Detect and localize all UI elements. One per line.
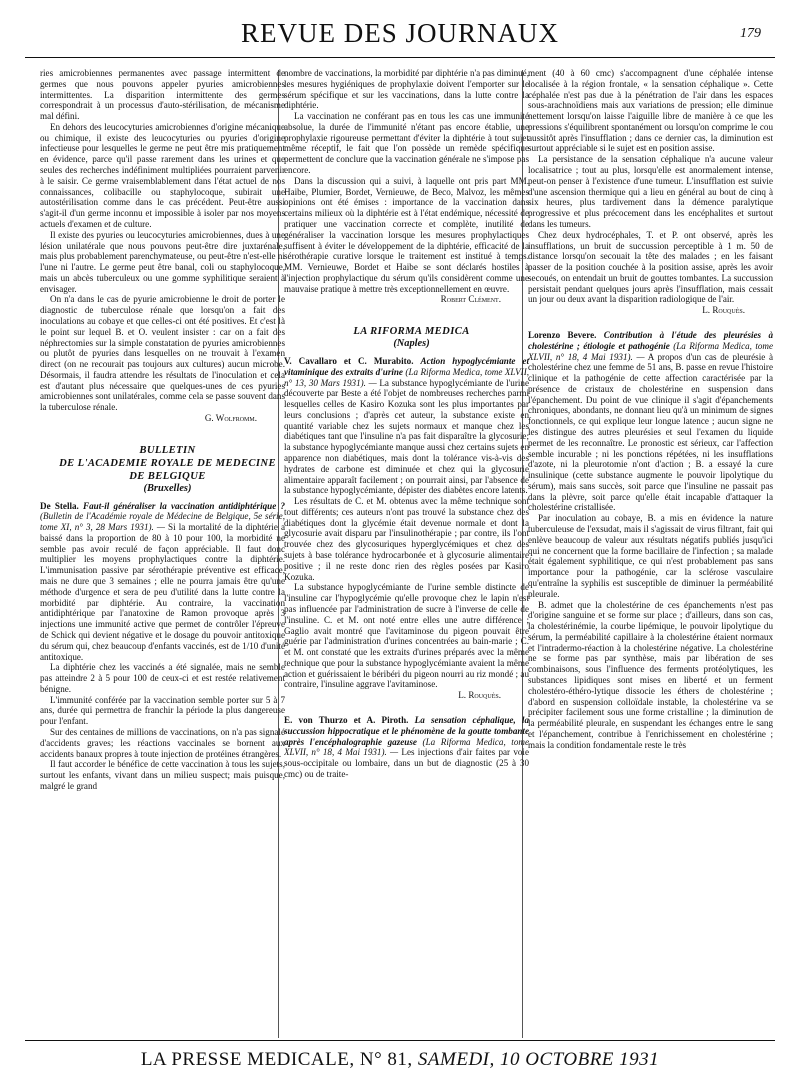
page-number: 179	[740, 26, 761, 41]
article-text: Les injections d'air faites par voie sous-occipitale ou lombaire, dans un but de diagnostic (25 à 30 cmc) ou de traite-	[284, 747, 529, 779]
paragraph: La substance hypoglycémiante de l'urine semble distincte de l'insuline car l'hypoglycémie qu'elle provoque chez le lapin n'est pas influencée par l'administration de sucre à l'inverse de celle de l'insuline. C. et M. ont noté entre elles une autre différence ; Gaglio avait montré que l'avitaminose du pigeon pouvait être guérie par l'administration d'urines concentrées au bain-marie ; C. et M. ont constaté que les extraits d'urines préparés avec la même technique que pour la substance hypoglycémiante avaient la même action et guérissaient le béribéri du pigeon nourri au riz mondé ; au contraire, l'insuline aggrave l'avitaminose.	[284, 582, 529, 690]
page-header	[25, 0, 775, 55]
paragraph: nombre de vaccinations, la morbidité par diphtérie n'a pas diminué, les mesures hygiéniques de prophylaxie doivent l'emporter sur le sérum spécifique et sur les vaccinations, dans la lutte contre la diphtérie.	[284, 68, 529, 111]
page-footer	[25, 1040, 775, 1071]
header-rule	[25, 57, 775, 58]
author-signature: G. Wolfromm.	[204, 413, 257, 423]
footer-date: SAMEDI, 10 OCTOBRE 1931	[417, 1049, 660, 1070]
journal-title: REVUE DES JOURNAUX	[240, 18, 559, 48]
article-reference: (La Riforma Medica, tome XLVII, n° 13, 30 Mars 1931). —	[284, 366, 529, 388]
section-heading: BULLETIN	[139, 444, 196, 456]
paragraph: ment (40 à 60 cmc) s'accompagnent d'une céphalée intense localisée à la région frontale, « la sensation céphalique ». Cette céphalée n'est pas due à la pénétration de l'air dans les espaces sous-arachnoïdiens mais aux variations de pression; elle diminue nettement lorsqu'on laisse l'aiguille libre de manière à ce que les pressions s'équilibrent spontanément ou lorsqu'on comprime le cou aussitôt après l'insufflation ; dans ce dernier cas, la diminution est surtout appréciable si le sujet est en position assise.	[528, 68, 773, 154]
footer-line	[25, 1049, 775, 1071]
paragraph: Sur des centaines de millions de vaccinations, on n'a pas signalé d'accidents graves; les réactions vaccinales se bornent aux accidents banaux propres à toute injection de protéines étrangères.	[40, 726, 285, 759]
article-paragraph	[284, 715, 529, 780]
paragraph: La diphtérie chez les vaccinés a été signalée, mais ne semble pas atteindre 2 à 5 pour 100 de ceux-ci et est restée relativement bénigne.	[40, 662, 285, 694]
footer-rule	[25, 1040, 775, 1041]
footer-issue-number: N° 81,	[359, 1049, 413, 1070]
footer-journal: LA PRESSE MEDICALE,	[140, 1049, 355, 1070]
article-paragraph	[528, 330, 773, 513]
article-title: Contribution à l'étude des pleurésies à cholestérine ; étiologie et pathogénie	[528, 329, 773, 351]
section-heading: LA RIFORMA MEDICA	[353, 326, 470, 338]
article-title: Action hypoglycémiante et vitaminique des extraits d'urine	[284, 355, 529, 377]
paragraph: La persistance de la sensation céphalique n'a aucune valeur localisatrice ; tout au plus, lorsqu'elle est anormalement intense, peut-on penser à l'existence d'une tumeur. L'insufflation est suivie d'une ascension thermique qui a lieu en général au bout de cinq à six heures, plus tardivement dans la démence paralytique progressive et plus précocement dans les encéphalites et surtout dans les tumeurs.	[528, 154, 773, 229]
article-reference: (La Riforma Medica, tome XLVII, n° 18, 4 Mai 1931). —	[284, 736, 529, 758]
article-author: V. Cavallaro et C. Murabito.	[284, 355, 414, 366]
paragraph: Il existe des pyuries ou leucocyturies amicrobiennes, dues à une lésion unilatérale que nous pouvons peut-être dire juxtarénale, mais plus probablement parenchymateuse, ou peut-être n'est-elle ni l'une ni l'autre. Le germe peut être banal, coli ou staphylocoque, mais un abcès tuberculeux ou une gomme syphilitique seraient à envisager.	[40, 229, 285, 294]
paragraph: Dans la discussion qui a suivi, à laquelle ont pris part MM. Haibe, Plumier, Bordet, Vernieuwe, de Beco, Malvoz, les mêmes opinions ont été émises : importance de la vaccination dans certains milieux où la diphtérie est à l'état endémique, nécessité de pratiquer une vaccination correcte et complète, inutilité de généraliser la vaccination lorsque les mesures prophylactiques suffisent à éviter le développement de la diphtérie, efficacité de la sérothérapie curative lorsque le traitement est institué à temps. MM. Vernieuwe, Bordet et Haibe se sont déclarés hostiles à l'injection prophylactique du sérum qu'ils considèrent comme une mauvaise pratique à mettre très exceptionnellement en œuvre.	[284, 175, 529, 294]
paragraph: B. admet que la cholestérine de ces épanchements n'est pas d'origine sanguine et se forme sur place ; d'ailleurs, dans son cas, la cholestérinémie, la courbe lipémique, le pouvoir lipolytique du sérum, la perméabilité capillaire à la cholestérine étaient normaux et l'intradermo-réaction à la cholestérine négative. La cholestérine ne se forme pas par synthèse, mais par libération de ses combinaisons, sous l'influence des ferments protéolytiques, les substances lipidiques sont mises en liberté et un ferment cholestéro-éthéro-lytique dissocie les éthers de cholestérine ; d'abord en suspension colloïdale instable, la cholestérine va se précipiter facilement sous une forme cristalline ; la diminution de la perméabilité pleurale, en suspendant les échanges entre le sang et l'épanchement, contribue à l'enrichissement en cholestérine ; mais la condition fondamentale reste le très	[528, 599, 773, 750]
paragraph: Par inoculation au cobaye, B. a mis en évidence la nature tuberculeuse de l'exsudat, mais il s'agissait de virus filtrant, fait qui enlève beaucoup de valeur aux résultats négatifs publiés jusqu'ici qui ne concernent que la forme bacillaire de l'infection ; sa malade était également syphilitique, ce qui n'est probablement pas sans importance pour la pathogénie, car la sclérose vasculaire qu'entraîne la syphilis est susceptible de diminuer la perméabilité pleurale.	[528, 513, 773, 599]
section-heading: DE L'ACADEMIE ROYALE DE MEDECINE	[59, 457, 276, 469]
paragraph: On n'a dans le cas de pyurie amicrobienne le droit de porter le diagnostic de tuberculose rénale que lorsqu'on a fait des inoculations au cobaye et que celles-ci ont été positives. Et c'est là le point sur lequel B. et O. veulent insister : car on a fait des néphrectomies sur la simple constatation de pyuries amicrobiennes ou plutôt de pyuries dans lesquelles on ne trouvait à l'examen direct (on ne recourait pas toujours aux cultures) aucun microbe. Désormais, il faudra attendre les résultats de l'inoculation et cela est d'autant plus nécessaire que quelques-unes de ces pyuries amicrobiennes sont unilatérales, comme cela se passe souvent dans la tuberculose rénale.	[40, 294, 285, 413]
column-2	[284, 68, 529, 1038]
paragraph: Les résultats de C. et M. obtenus avec la même technique sont tout différents; ces auteurs n'ont pas trouvé la substance chez des diabétiques dont la glycémie était devenue normale et dont la glycosurie avait disparu par l'insulinothérapie ; par contre, ils l'ont trouvée chez des glycosuriques hyperglycémiques et chez des sujets à base tolérance hydrocarbonée et à glycosurie alimentaire positive ; il ne reste donc rien des règles posées par Kasiro Kozuka.	[284, 496, 529, 582]
article-text: A propos d'un cas de pleurésie à cholestérine chez une femme de 51 ans, B. passe en revue l'histoire clinique et la pathogénie de cette affection caractérisée par la présence de cristaux de cholestérine en suspension dans l'épanchement. Du point de vue clinique il s'agit d'épanchements chroniques, abondants, ne donnant lieu qu'à un minimum de signes fonctionnels, ce qui explique leur longue latence ; aucun signe ne les distingue des autres pleurésies et seul l'examen du liquide permet de les reconnaître. Le pronostic est sérieux, car l'affection semble incurable ; ni les ponctions répétées, ni les insufflations d'azote, ni la pleurotomie n'ont d'action ; B. a essayé la cure insulinique (cette substance augmente le pouvoir lipolytique du sérum), mais sans succès, soit parce que l'insuline ne passait pas dans la plèvre, soit parce qu'elle était incapable d'attaquer la cholestérine cristallisée.	[528, 351, 773, 513]
author-signature: L. Rouquès.	[458, 690, 501, 701]
paragraph: La vaccination ne conférant pas en tous les cas une immunité absolue, la durée de l'immunité n'étant pas encore établie, une prophylaxie rigoureuse permettant d'éviter la diphtérie à tout sujet même réceptif, le fait que l'on possède un remède spécifique permettent de conclure que la vaccination générale ne s'impose pas encore.	[284, 111, 529, 176]
paragraph: Il faut accorder le bénéfice de cette vaccination à tous les sujets, surtout les enfants, vivant dans un milieu suspect; mais puisque, malgré le grand	[40, 759, 285, 791]
article-title: La sensation céphalique, la succussion hippocratique et le phénomène de la goutte tombante après l'encéphalographie gazeuse	[284, 714, 529, 747]
paragraph: ries amicrobiennes permanentes avec passage intermittent de germes que nous pouvons appeler pyuries amicrobiennes intermittentes. La disparition intermittente des germes correspondrait à un processus d'auto-stérilisation, de mécanisme mal défini.	[40, 68, 285, 122]
article-text: La substance hypoglycémiante de l'urine découverte par Beste a été l'objet de nombreuses recherches parmi lesquelles celles de Kasiro Kozuka sont les plus importantes par leurs conclusions ; d'après cet auteur, la substance existe en quantité variable chez les sujets normaux et manque chez les diabétiques tant que l'insuline n'a pas fait disparaître la glycosurie; la substance hypoglycémiante manque aussi chez certains sujets en apparence non diabétiques, mais dont la tolérance vis-à-vis des hydrates de carbone est diminuée et chez qui la glycosurie alimentaire apparaît facilement ; on pourrait ainsi, par l'absence de la substance hypoglycémiante, dépister des diabètes encore latents.	[284, 377, 529, 496]
article-reference: (La Riforma Medica, tome XLVII, n° 18, 4 Mai 1931). —	[528, 340, 773, 362]
column-1	[40, 68, 285, 1038]
article-reference: (Bulletin de l'Académie royale de Médecine de Belgique, 5e série, tome XI, n° 3, 28 Mars 1931). —	[40, 511, 285, 533]
paragraph: L'immunité conférée par la vaccination semble porter sur 5 à 7 ans, durée qui permettra de franchir la période la plus dangereuse pour l'enfant.	[40, 694, 285, 727]
article-author: De Stella.	[40, 500, 79, 511]
author-signature: L. Rouquès.	[702, 305, 745, 316]
column-3	[528, 68, 773, 1038]
author-signature: Robert Clément.	[440, 294, 501, 305]
article-author: E. von Thurzo et A. Piroth.	[284, 714, 409, 725]
section-city: (Naples)	[393, 338, 430, 350]
article-text: Si la mortalité de la diphtérie a baissé dans la proportion de 80 à 10 pour 100, la morbidité ne semble pas avoir reculé de façon appréciable. Il faut donc multiplier les moyens prophylactiques contre la diphtérie. L'immunisation passive par sérothérapie préventive est efficace, mais ne dure que 3 semaines ; elle ne pourra jamais être qu'une méthode d'urgence et sera de peu d'utilité dans la lutte contre la morbidité par diphtérie. Au contraire, la vaccination antidiphtérique par l'anatoxine de Ramon provoque après 3 injections une immunité active que permet de contrôler l'épreuve de Schick qui devient négative et le dosage du pouvoir antitoxique du sérum qui, chez beaucoup d'enfants vaccinés, est de 1/10 d'unité antitoxique.	[40, 522, 285, 662]
article-title: Faut-il généraliser la vaccination antidiphtérique ?	[83, 500, 285, 511]
section-heading: DE BELGIQUE	[129, 470, 206, 482]
article-paragraph	[284, 356, 529, 496]
paragraph: En dehors des leucocyturies amicrobiennes d'origine mécanique ou chimique, il existe des leucocyturies ou pyuries d'origine infectieuse pour lesquelles le germe ne peut être mis pratiquement en évidence, parce qu'il passe rarement dans les urines et que seules des recherches indéfiniment multipliées pourraient parvenir à le saisir. Ce germe vraisemblablement dans l'état actuel de nos connaissances, colibacille ou staphylocoque, subirait une autostérilisation comme dans le cas précédent. Peut-être aussi s'agit-il d'un germe inconnu et impossible à isoler par nos moyens actuels d'examen et de culture.	[40, 121, 285, 229]
article-author: Lorenzo Bevere.	[528, 329, 597, 340]
article-paragraph	[40, 501, 285, 663]
paragraph: Chez deux hydrocéphales, T. et P. ont observé, après les insufflations, un bruit de succussion perceptible à 1 m. 50 de distance lorsqu'on secouait la tête des malades ; en les faisant passer de la position couchée à la position assise, après les avoir secoués, on entendait un bruit de gouttes tombantes. La succussion persistait pendant quelques jours après l'insufflation, mais cessait un jour ou deux avant la disparition radiologique de l'air.	[528, 229, 773, 305]
section-city: (Bruxelles)	[143, 482, 192, 494]
